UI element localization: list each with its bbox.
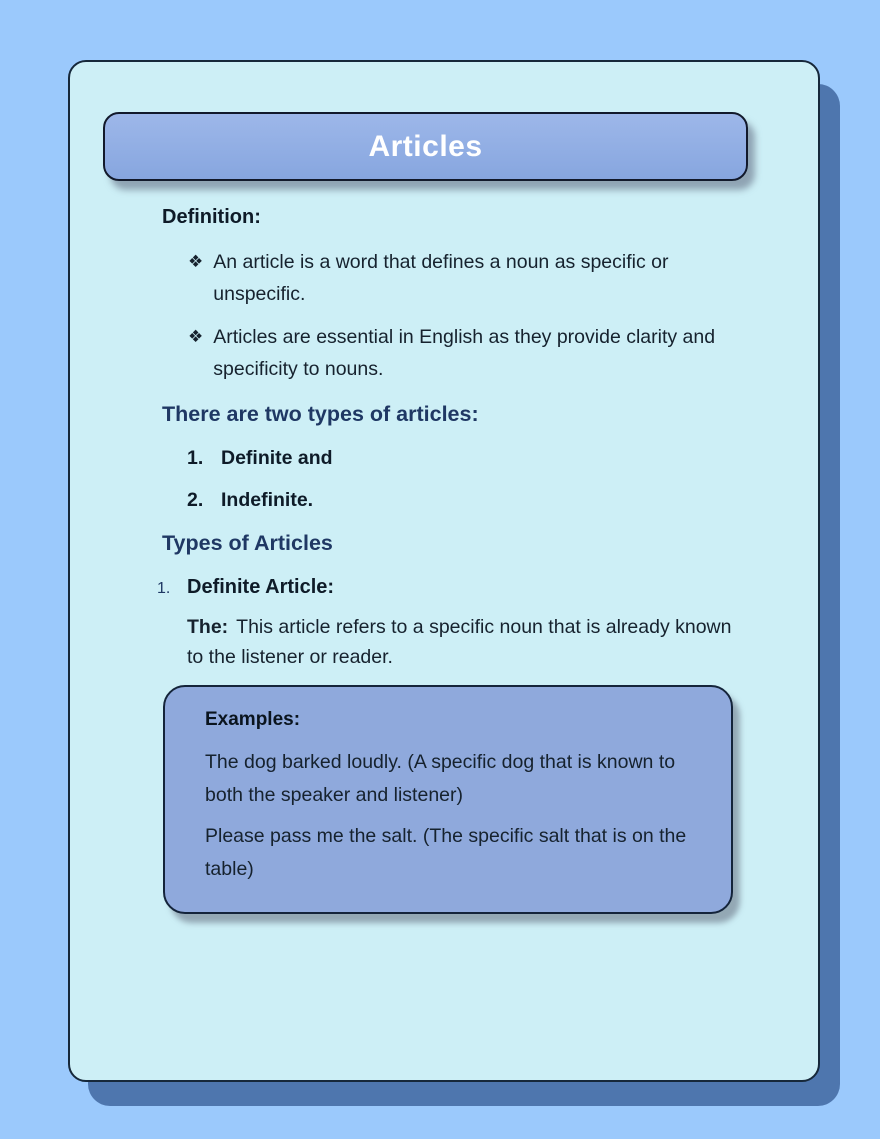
definite-article-description (187, 612, 732, 672)
list-item-label: Indefinite. (221, 489, 314, 511)
page-title: Articles (368, 129, 483, 163)
types-of-articles-heading: Types of Articles (162, 531, 333, 555)
list-item-label: Definite and (221, 447, 333, 469)
list-number: 2. (187, 489, 204, 511)
example-item-salt: Please pass me the salt. (The specific salt that is on the table) (205, 825, 687, 880)
term-label: The: (187, 616, 229, 638)
entry-title: Definite Article: (187, 576, 335, 598)
list-item-indefinite (187, 489, 768, 512)
card-content (70, 181, 818, 914)
definition-bullet-1-text: An article is a word that defines a noun as specific or unspecific. (213, 251, 669, 305)
examples-box (163, 685, 733, 914)
list-item-definite (187, 447, 768, 470)
two-types-heading: There are two types of articles: (162, 402, 479, 426)
title-banner (103, 112, 748, 181)
list-number: 1. (187, 447, 204, 469)
examples-heading: Examples: (205, 709, 301, 730)
definition-heading: Definition: (162, 206, 261, 228)
example-item-dog: The dog barked loudly. (A specific dog that is known to both the speaker and listener) (205, 751, 676, 806)
definition-bullet-2 (188, 321, 768, 385)
diamond-bullet-icon: ❖ (188, 327, 204, 347)
term-description: This article refers to a specific noun that is already known to the listener or reader. (187, 616, 732, 668)
worksheet-card (68, 60, 820, 1082)
definition-bullet-2-text: Articles are essential in English as they provide clarity and specificity to nouns. (213, 326, 716, 380)
two-types-list (187, 447, 768, 512)
definition-bullet-1 (188, 246, 768, 310)
entry-number: 1. (157, 580, 171, 597)
diamond-bullet-icon: ❖ (188, 252, 204, 272)
definite-article-entry (157, 576, 768, 599)
